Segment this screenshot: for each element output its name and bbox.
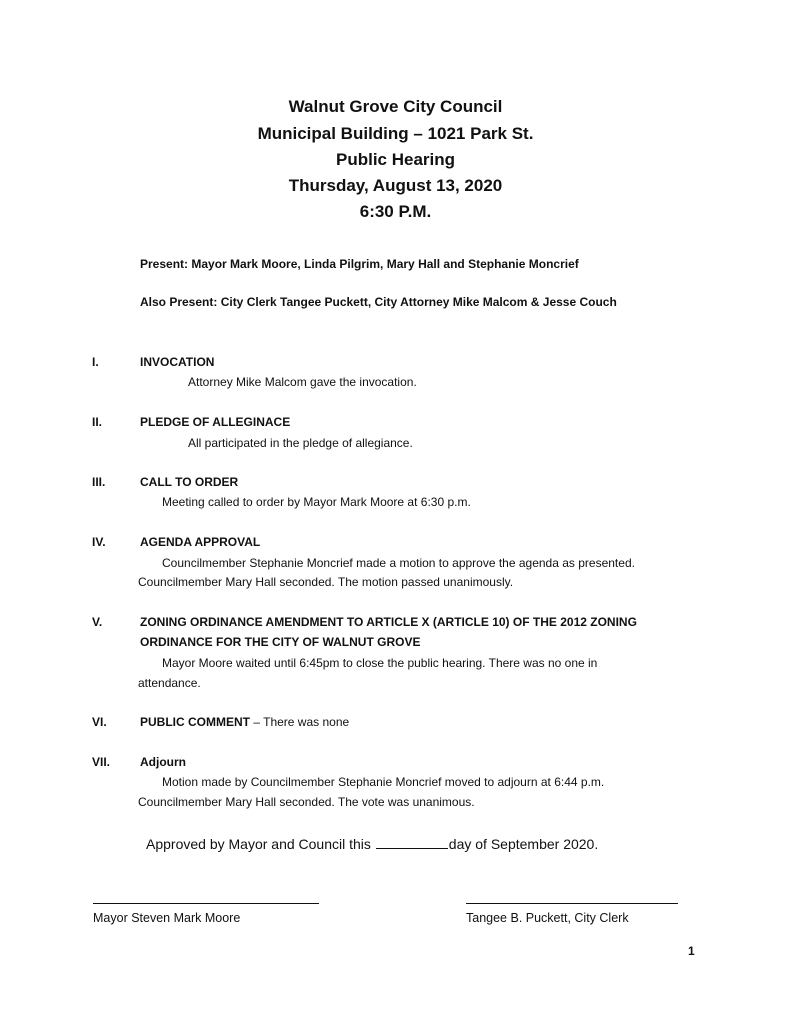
section-body: All participated in the pledge of allegiance. [188, 436, 413, 450]
section-number: VI. [92, 715, 107, 729]
meeting-location: Municipal Building – 1021 Park St. [257, 124, 534, 143]
mayor-signature-line [93, 903, 319, 904]
meeting-date: Thursday, August 13, 2020 [288, 176, 503, 195]
section-body: Mayor Moore waited until 6:45pm to close the public hearing. There was no one in [162, 656, 598, 670]
page-number: 1 [688, 944, 695, 958]
section-heading-invocation: INVOCATION [140, 355, 215, 369]
section-body: Motion made by Councilmember Stephanie Moncrief moved to adjourn at 6:44 p.m. [162, 775, 605, 789]
section-number: III. [92, 475, 106, 489]
section-number: VII. [92, 755, 111, 769]
section-heading-public-comment [140, 714, 349, 730]
also-present-list: Also Present: City Clerk Tangee Puckett, City Attorney Mike Malcom & Jesse Couch [140, 295, 617, 309]
section-heading-agenda-approval: AGENDA APPROVAL [140, 535, 261, 549]
section-heading-zoning: ZONING ORDINANCE AMENDMENT TO ARTICLE X (ARTICLE 10) OF THE 2012 ZONING [140, 615, 637, 629]
public-comment-result: – There was none [250, 715, 350, 729]
section-number: IV. [92, 535, 106, 549]
approval-prefix: Approved by Mayor and Council this [146, 836, 375, 852]
section-heading-adjourn: Adjourn [140, 755, 186, 769]
present-list: Present: Mayor Mark Moore, Linda Pilgrim, Mary Hall and Stephanie Moncrief [140, 257, 579, 271]
clerk-signature-line [466, 903, 678, 904]
section-number: II. [92, 415, 103, 429]
clerk-name: Tangee B. Puckett, City Clerk [466, 911, 629, 925]
section-number: I. [92, 355, 99, 369]
mayor-name: Mayor Steven Mark Moore [93, 911, 241, 925]
section-body: Councilmember Mary Hall seconded. The vote was unanimous. [138, 795, 475, 809]
section-body: Councilmember Mary Hall seconded. The motion passed unanimously. [138, 575, 514, 589]
section-body: Councilmember Stephanie Moncrief made a motion to approve the agenda as presented. [162, 556, 635, 570]
section-body: Attorney Mike Malcom gave the invocation. [188, 375, 417, 389]
meeting-time: 6:30 P.M. [359, 202, 432, 221]
approval-statement [146, 835, 598, 853]
council-title: Walnut Grove City Council [288, 97, 503, 116]
section-heading-pledge: PLEDGE OF ALLEGINACE [140, 415, 291, 429]
section-number: V. [92, 615, 103, 629]
approval-day-blank [376, 835, 448, 849]
public-comment-title: PUBLIC COMMENT [140, 715, 250, 729]
section-heading-zoning-continued: ORDINANCE FOR THE CITY OF WALNUT GROVE [140, 635, 421, 649]
section-body: attendance. [138, 676, 201, 690]
approval-suffix: day of September 2020. [448, 836, 599, 852]
section-body: Meeting called to order by Mayor Mark Moore at 6:30 p.m. [162, 495, 471, 509]
meeting-type: Public Hearing [335, 150, 456, 169]
section-heading-call-to-order: CALL TO ORDER [140, 475, 239, 489]
